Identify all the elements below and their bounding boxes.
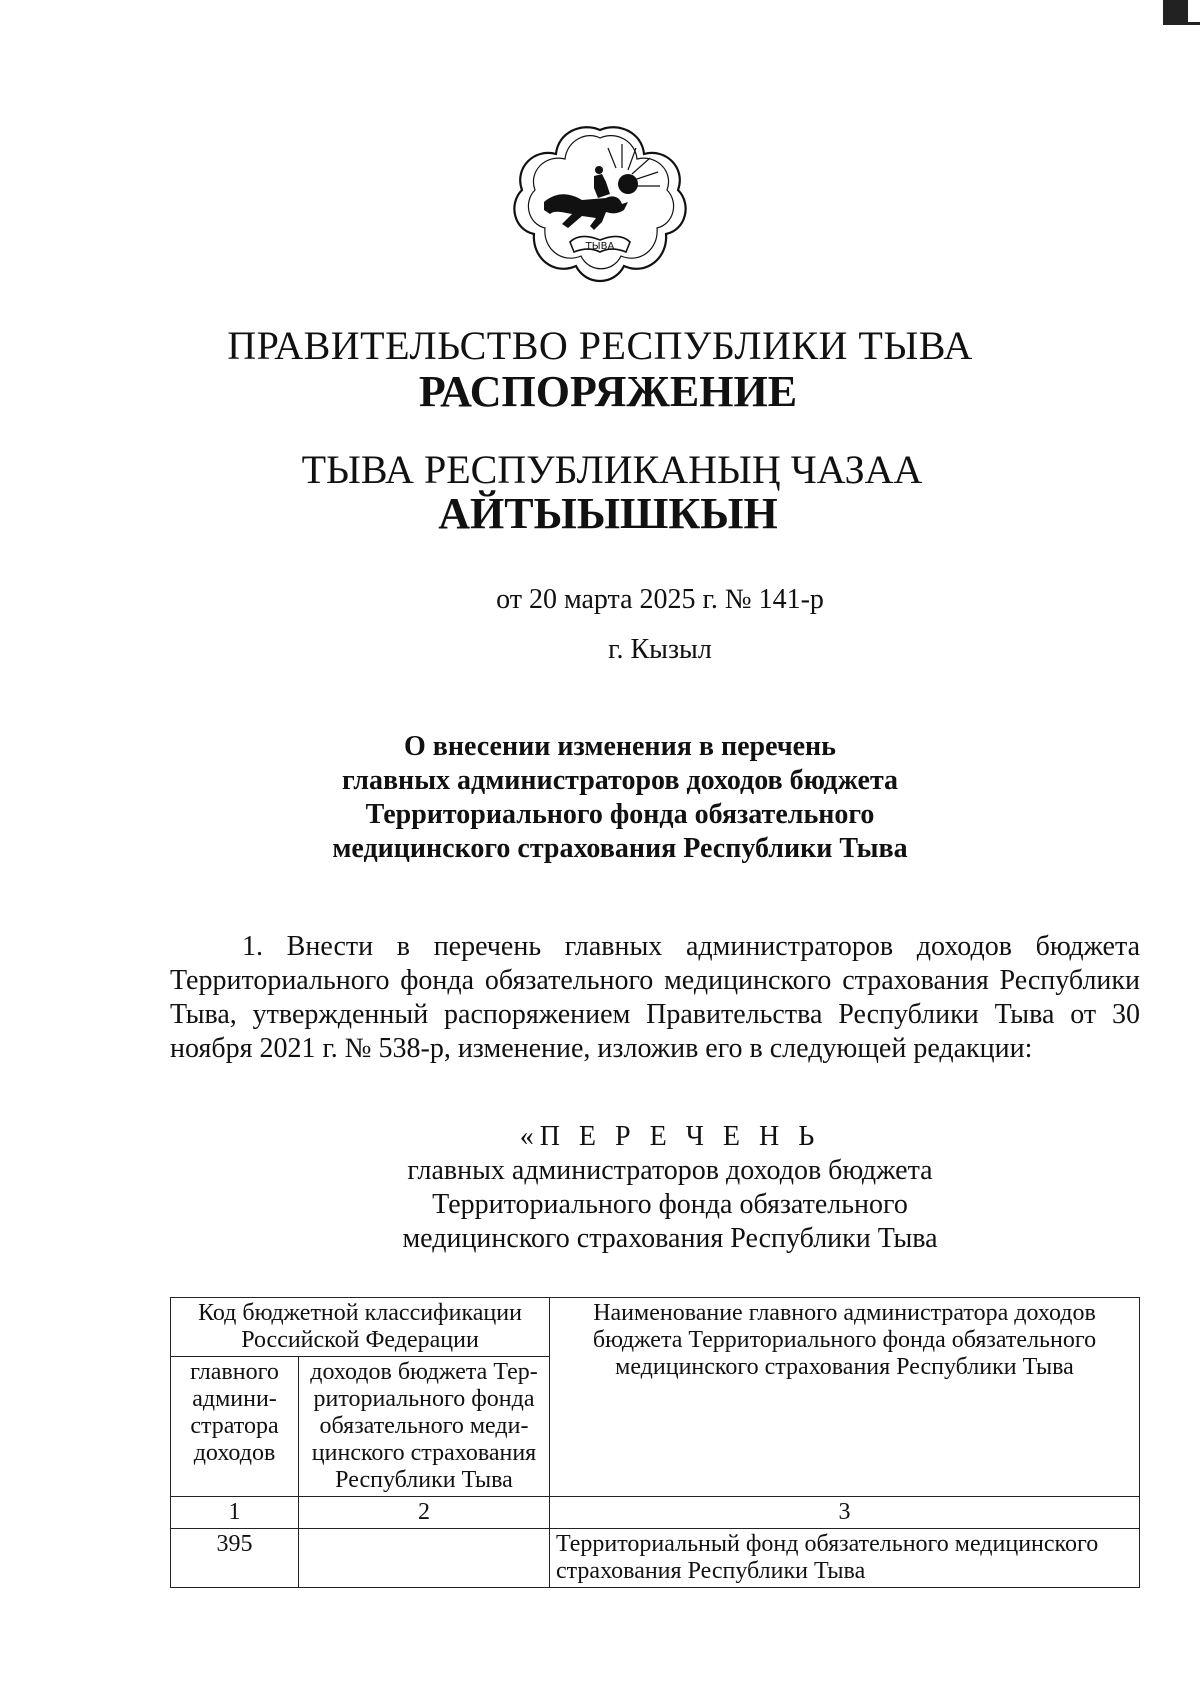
list-heading-line: Территориального фонда обязательного (432, 1189, 908, 1220)
admin-code-cell: 395 (171, 1529, 299, 1588)
government-title-tyvan: ТЫВА РЕСПУБЛИКАНЫҢ ЧАЗАА (301, 447, 923, 492)
government-title: ПРАВИТЕЛЬСТВО РЕСПУБЛИКИ ТЫВА (227, 323, 973, 368)
subject-line: Территориального фонда обязательного (365, 799, 875, 830)
document-type-title-tyvan: АЙТЫЫШКЫН (438, 489, 778, 538)
document-date-number: от 20 марта 2025 г. № 141-р (496, 584, 824, 615)
column-number: 2 (299, 1497, 550, 1529)
column-number: 1 (171, 1497, 299, 1529)
header-administrator-name: Наименование главного администратора доходов бюджета Территориального фонда обязательного медицинского страхования Республики Тыва (550, 1298, 1140, 1497)
scan-corner-mark (1163, 0, 1200, 25)
administrator-name-cell: Территориальный фонд обязательного медицинского страхования Республики Тыва (550, 1529, 1140, 1588)
list-heading-line: главных администраторов доходов бюджета (407, 1155, 933, 1186)
administrators-table (170, 1297, 1140, 1588)
table-row (171, 1529, 1140, 1588)
list-heading (300, 1120, 1040, 1256)
subject-line: медицинского страхования Республики Тыва (332, 833, 908, 864)
header-budget-code-group: Код бюджетной классификации Российской Федерации (171, 1298, 550, 1357)
document-subject (300, 730, 940, 866)
subject-line: О внесении изменения в перечень (403, 731, 836, 762)
emblem-lettering: ТЫВА (585, 241, 615, 252)
header-income-code: доходов бюджета Тер-риториального фонда обязательного меди-цинского страхования Республики Тыва (299, 1357, 550, 1497)
subject-line: главных администраторов доходов бюджета (341, 765, 899, 796)
header-admin-code: главного админи-стратора доходов (171, 1357, 299, 1497)
document-type-title: РАСПОРЯЖЕНИЕ (418, 367, 798, 416)
body-paragraph-1: 1. Внести в перечень главных администраторов доходов бюджета Территориального фонда обязательного медицинского страхования Республики Тыва, утвержденный распоряжением Правительства Республики Тыва от 30 ноября 2021 г. № 538-р, изменение, изложив его в следующей редакции: (170, 931, 1140, 1064)
table-header-row (171, 1298, 1140, 1357)
list-heading-line: медицинского страхования Республики Тыва (402, 1223, 938, 1254)
document-city: г. Кызыл (608, 634, 712, 665)
income-code-cell (299, 1529, 550, 1588)
column-number: 3 (550, 1497, 1140, 1529)
table-column-numbers-row (171, 1497, 1140, 1529)
list-heading-title: «П Е Р Е Ч Е Н Ь (519, 1121, 821, 1152)
tuva-emblem-icon (510, 118, 690, 298)
